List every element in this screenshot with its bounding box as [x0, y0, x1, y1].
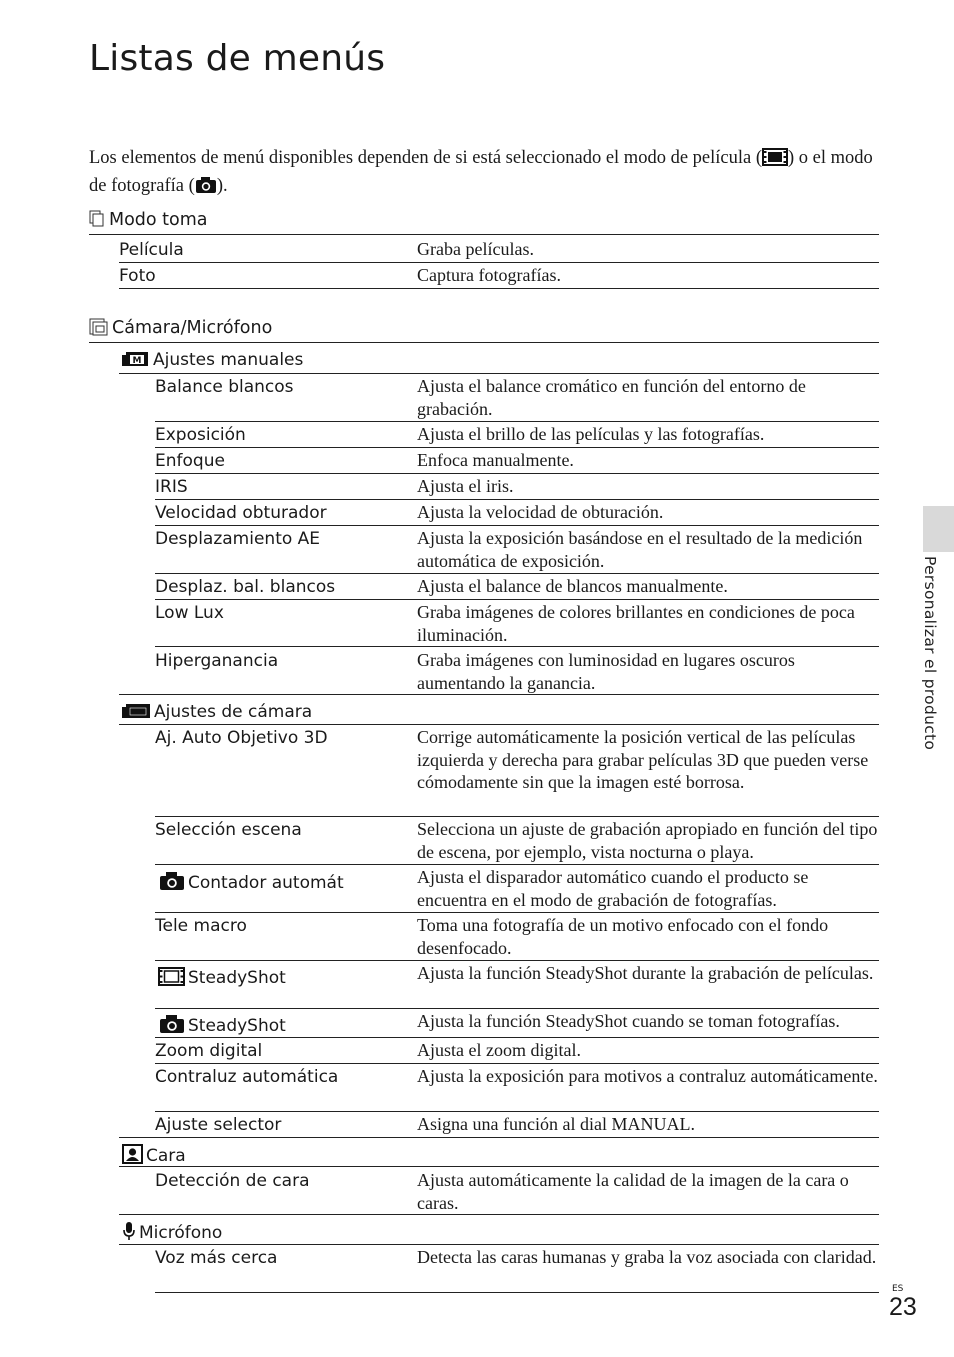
menu-item-label: Detección de cara	[155, 1171, 310, 1191]
menu-item-desc: Asigna una función al dial MANUAL.	[417, 1114, 695, 1134]
menu-item-desc: Ajusta la función SteadyShot cuando se toman fotografías.	[417, 1011, 840, 1031]
page-title: Listas de menús	[89, 38, 386, 79]
divider	[155, 525, 879, 526]
svg-text:M: M	[132, 356, 142, 366]
menu-item-label: Aj. Auto Objetivo 3D	[155, 728, 328, 748]
menu-item-label: Película	[119, 240, 184, 260]
side-tab-marker	[923, 506, 954, 552]
shooting-mode-icon	[89, 210, 106, 228]
divider	[119, 288, 879, 289]
divider	[155, 473, 879, 474]
divider	[155, 1008, 879, 1009]
menu-item-desc: Graba películas.	[417, 239, 534, 259]
divider	[155, 1111, 879, 1112]
menu-item-desc: Ajusta el disparador automático cuando el producto se encuentra en el modo de grabación de fotografías.	[417, 867, 809, 910]
menu-item-label: Enfoque	[155, 451, 225, 471]
divider	[119, 1244, 879, 1245]
menu-item-desc: Corrige automáticamente la posición vertical de las películas izquierda y derecha para grabar películas 3D que pueden verse cómodamente sin que la imagen esté borrosa.	[417, 727, 869, 792]
menu-item-label: Velocidad obturador	[155, 503, 327, 523]
divider	[155, 421, 879, 422]
divider	[155, 960, 879, 961]
camera-settings-icon	[121, 702, 151, 720]
divider	[119, 262, 879, 263]
menu-item-label: Contraluz automática	[155, 1067, 339, 1087]
menu-item-label-with-icon: SteadyShot	[159, 1014, 286, 1037]
menu-item-desc: Toma una fotografía de un motivo enfocado con el fondo desenfocado.	[417, 915, 829, 958]
divider	[155, 599, 879, 600]
divider	[89, 234, 879, 235]
divider	[155, 499, 879, 500]
language-code: ES	[892, 1284, 904, 1294]
divider	[155, 912, 879, 913]
menu-item-label: Ajuste selector	[155, 1115, 282, 1135]
divider	[119, 694, 879, 695]
divider	[119, 1214, 879, 1215]
intro-paragraph	[89, 144, 889, 200]
divider	[119, 373, 879, 374]
movie-film-icon	[762, 148, 788, 166]
menu-item-desc: Selecciona un ajuste de grabación apropiado en función del tipo de escena, por ejemplo, vista nocturna o playa.	[417, 819, 878, 862]
menu-item-label: Zoom digital	[155, 1041, 263, 1061]
menu-item-label: Hiperganancia	[155, 651, 279, 671]
divider	[119, 724, 879, 725]
intro-text-3: ).	[216, 176, 228, 196]
divider	[155, 447, 879, 448]
menu-item-label: Tele macro	[155, 916, 247, 936]
menu-item-label: Low Lux	[155, 603, 224, 623]
page-number: 23	[889, 1293, 917, 1321]
divider	[155, 864, 879, 865]
menu-item-label: Exposición	[155, 425, 246, 445]
menu-item-label: Balance blancos	[155, 377, 294, 397]
menu-item-label: IRIS	[155, 477, 188, 497]
intro-text-2: ) o el modo de fotografía (	[89, 148, 873, 196]
photo-camera-icon	[159, 871, 185, 891]
divider	[155, 573, 879, 574]
menu-item-label: Desplazamiento AE	[155, 529, 321, 549]
menu-item-label: Voz más cerca	[155, 1248, 278, 1268]
divider	[119, 1137, 879, 1138]
subsection-heading-ajustes-manuales: M Ajustes manuales	[121, 349, 303, 371]
section-heading-camara-microfono: Cámara/Micrófono	[89, 317, 272, 339]
menu-item-desc: Detecta las caras humanas y graba la voz asociada con claridad.	[417, 1247, 877, 1267]
menu-item-desc: Graba imágenes con luminosidad en lugares oscuros aumentando la ganancia.	[417, 650, 795, 693]
divider	[155, 1063, 879, 1064]
menu-item-desc: Ajusta automáticamente la calidad de la imagen de la cara o caras.	[417, 1170, 849, 1213]
menu-item-desc: Captura fotografías.	[417, 265, 561, 285]
menu-item-desc: Ajusta la exposición basándose en el resultado de la medición automática de exposición.	[417, 528, 863, 571]
manual-settings-icon	[121, 350, 150, 368]
section-heading-modo-toma: Modo toma	[89, 209, 208, 231]
subsection-heading-microfono: Micrófono	[122, 1221, 222, 1244]
menu-item-desc: Ajusta la velocidad de obturación.	[417, 502, 664, 522]
menu-item-desc: Enfoca manualmente.	[417, 450, 574, 470]
menu-item-label-with-icon: SteadyShot	[158, 967, 286, 989]
face-icon	[122, 1144, 143, 1164]
intro-text-1: Los elementos de menú disponibles dependen de si está seleccionado el modo de película (	[89, 148, 762, 168]
divider	[155, 646, 879, 647]
divider	[155, 1037, 879, 1038]
movie-film-icon	[158, 967, 185, 986]
menu-item-label: Foto	[119, 266, 156, 286]
menu-item-label: Desplaz. bal. blancos	[155, 577, 336, 597]
camera-mic-icon	[89, 318, 109, 336]
microphone-icon	[122, 1221, 136, 1241]
menu-item-desc: Ajusta el brillo de las películas y las fotografías.	[417, 424, 765, 444]
menu-item-label-with-icon: Contador automát	[159, 871, 344, 894]
photo-camera-icon	[195, 176, 217, 194]
divider	[89, 342, 879, 343]
menu-item-label: Selección escena	[155, 820, 302, 840]
menu-item-desc: Graba imágenes de colores brillantes en condiciones de poca iluminación.	[417, 602, 855, 645]
subsection-heading-cara: Cara	[122, 1144, 186, 1167]
menu-item-desc: Ajusta la función SteadyShot durante la grabación de películas.	[417, 963, 874, 983]
subsection-heading-ajustes-camara: Ajustes de cámara	[121, 701, 312, 723]
menu-item-desc: Ajusta el zoom digital.	[417, 1040, 581, 1060]
photo-camera-icon	[159, 1014, 185, 1034]
divider	[155, 816, 879, 817]
divider	[119, 1166, 879, 1167]
menu-item-desc: Ajusta el balance cromático en función del entorno de grabación.	[417, 376, 806, 419]
divider	[155, 1292, 879, 1293]
menu-item-desc: Ajusta el iris.	[417, 476, 514, 496]
menu-item-desc: Ajusta la exposición para motivos a contraluz automáticamente.	[417, 1066, 878, 1086]
menu-item-desc: Ajusta el balance de blancos manualmente.	[417, 576, 728, 596]
